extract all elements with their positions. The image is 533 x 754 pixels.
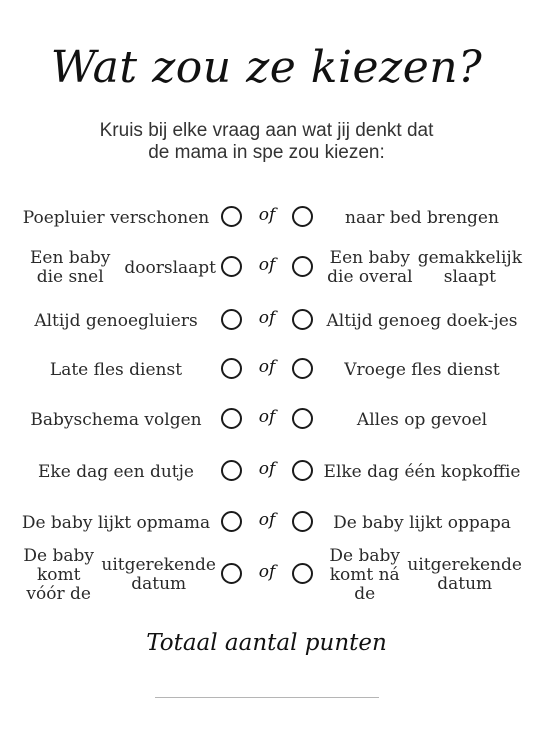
instructions [0, 120, 533, 164]
checkbox-circle-right[interactable] [292, 511, 313, 532]
or-separator: of [258, 308, 276, 328]
checkbox-circle-right[interactable] [292, 563, 313, 584]
checkbox-circle-left[interactable] [221, 309, 242, 330]
option-right-line: jes [493, 310, 518, 331]
option-left-line: doorslaapt [124, 257, 216, 278]
checkbox-circle-left[interactable] [221, 408, 242, 429]
option-left-line: Poepluier verschonen [22, 207, 210, 228]
checkbox-circle-right[interactable] [292, 206, 313, 227]
or-separator: of [258, 407, 276, 427]
option-right-line: gemakkelijk slaapt [417, 248, 522, 287]
option-left [16, 498, 216, 548]
option-right [322, 395, 522, 445]
or-separator: of [258, 562, 276, 582]
page-title: Wat zou ze kiezen? [50, 42, 483, 93]
option-left-line: Late fles dienst [49, 359, 183, 380]
option-left [16, 447, 216, 497]
option-left-line: De baby komt vóór de [23, 545, 94, 604]
option-left [16, 193, 216, 243]
option-right-line: Vroege fles dienst [344, 359, 500, 380]
total-points-line [155, 697, 379, 698]
option-right-line: Een baby die overal [327, 248, 413, 287]
question-row [0, 447, 533, 497]
checkbox-circle-right[interactable] [292, 358, 313, 379]
checkbox-circle-left[interactable] [221, 256, 242, 277]
option-left-line: De baby lijkt op [21, 512, 158, 533]
question-row [0, 545, 533, 604]
option-right [322, 498, 522, 548]
option-left-line: mama [157, 512, 211, 533]
option-right-line: De baby lijkt op [333, 512, 469, 533]
option-left-line: Een baby die snel [30, 248, 111, 287]
option-right-line: papa [468, 512, 511, 533]
option-left-line: Babyschema volgen [30, 409, 202, 430]
total-points-label: Totaal aantal punten [146, 630, 387, 656]
checkbox-circle-right[interactable] [292, 309, 313, 330]
option-left [16, 243, 216, 293]
or-separator: of [258, 510, 276, 530]
checkbox-circle-left[interactable] [221, 206, 242, 227]
option-left-line: uitgerekende datum [101, 555, 216, 594]
option-left-line: luiers [148, 310, 198, 331]
instructions-line-2: de mama in spe zou kiezen: [148, 142, 385, 163]
option-right-line: koffie [472, 461, 521, 482]
option-right-line: Alles op gevoel [356, 409, 488, 430]
option-left-line: Altijd genoeg [34, 310, 149, 331]
option-right [322, 243, 522, 293]
option-right-line: De baby komt ná de [329, 545, 400, 604]
or-separator: of [258, 205, 276, 225]
question-row [0, 296, 533, 346]
question-row [0, 243, 533, 293]
checkbox-circle-right[interactable] [292, 460, 313, 481]
option-left [16, 296, 216, 346]
option-right-line: Elke dag één kop [323, 461, 473, 482]
checkbox-circle-left[interactable] [221, 460, 242, 481]
checkbox-circle-left[interactable] [221, 511, 242, 532]
option-right-line: Altijd genoeg doek- [326, 310, 494, 331]
option-right [322, 447, 522, 497]
checkbox-circle-left[interactable] [221, 563, 242, 584]
option-right [322, 296, 522, 346]
option-left [16, 395, 216, 445]
option-right [322, 545, 522, 604]
option-left [16, 345, 216, 395]
question-row [0, 498, 533, 548]
or-separator: of [258, 459, 276, 479]
option-right [322, 193, 522, 243]
option-right-line: naar bed brengen [345, 207, 499, 228]
option-right [322, 345, 522, 395]
option-left [16, 545, 216, 604]
question-row [0, 345, 533, 395]
checkbox-circle-right[interactable] [292, 256, 313, 277]
or-separator: of [258, 357, 276, 377]
or-separator: of [258, 255, 276, 275]
option-right-line: uitgerekende datum [407, 555, 522, 594]
checkbox-circle-left[interactable] [221, 358, 242, 379]
option-left-line: Eke dag een dutje [38, 461, 194, 482]
question-row [0, 395, 533, 445]
checkbox-circle-right[interactable] [292, 408, 313, 429]
instructions-line-1: Kruis bij elke vraag aan wat jij denkt dat [99, 120, 434, 141]
question-row [0, 193, 533, 243]
